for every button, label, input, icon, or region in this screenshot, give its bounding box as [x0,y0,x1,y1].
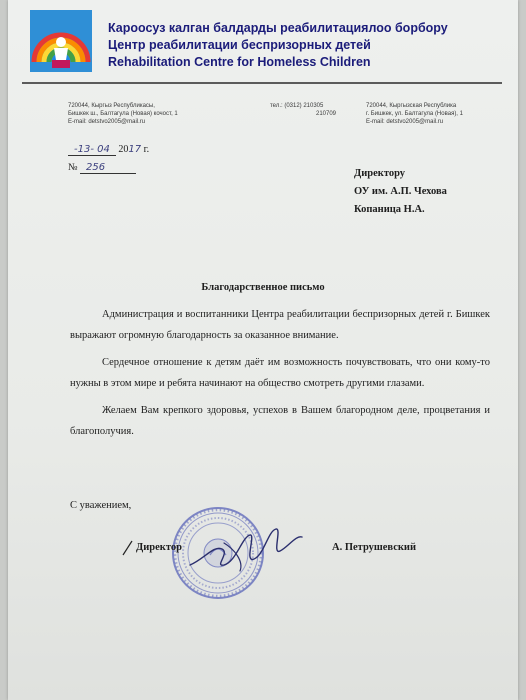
letter-body [70,304,490,448]
date-year-abbr: г. [143,144,150,155]
date-year-suffix: 17 [128,144,142,155]
org-name-english: Rehabilitation Centre for Homeless Children [108,55,371,69]
org-name-russian: Центр реабилитации беспризорных детей [108,38,371,52]
signer-title: Директор [136,542,182,553]
paragraph: Администрация и воспитанники Центра реабилитации беспризорных детей г. Бишкек выражают огромную благодарность за оказанное внимание. [70,309,490,341]
org-name-kyrgyz: Кароосуз калган балдарды реабилитациялоо борбору [108,21,448,35]
letter-title: Благодарственное письмо [201,282,325,293]
letter-date [68,144,149,156]
rainbow-logo-icon [30,10,92,72]
date-year-prefix: 20 [118,144,129,155]
number-label: № [68,162,78,173]
number-value: 256 [86,162,106,173]
organization-names [108,20,508,71]
handwritten-signature [184,515,304,585]
recipient-organization: ОУ им. А.П. Чехова [354,186,447,197]
recipient-block [354,165,447,219]
recipient-name: Копаница Н.А. [354,204,425,215]
signer-name: А. Петрушевский [332,542,417,553]
address-phone: тел.: (0312) 210305 210709 [270,103,337,117]
letter-page [8,0,518,700]
paragraph: Желаем Вам крепкого здоровья, успехов в Вашем благородном деле, процветания и благополучия. [70,405,490,437]
letter-number [68,162,136,174]
recipient-position: Директору [354,168,406,179]
slash-mark [120,540,134,556]
date-day-month: -13- 04 [74,144,110,155]
address-right: 720044, Кыргызская Республика г. Бишкек, ул. Балтагула (Новая), 1 E-mail: detstvo2005@mail.ru [366,103,463,125]
paragraph: Сердечное отношение к детям даёт им возможность почувствовать, что они кому-то нужны в этом мире и ребята начинают на общество смотреть другими глазами. [70,357,490,389]
address-left: 720044, Кыргыз Республикасы, Бишкек ш., Балтагула (Новая) кочоcт, 1 E-mail: detstvo2005@mail.ru [68,103,178,125]
closing-regards: С уважением, [70,500,132,511]
header-divider [22,82,502,84]
